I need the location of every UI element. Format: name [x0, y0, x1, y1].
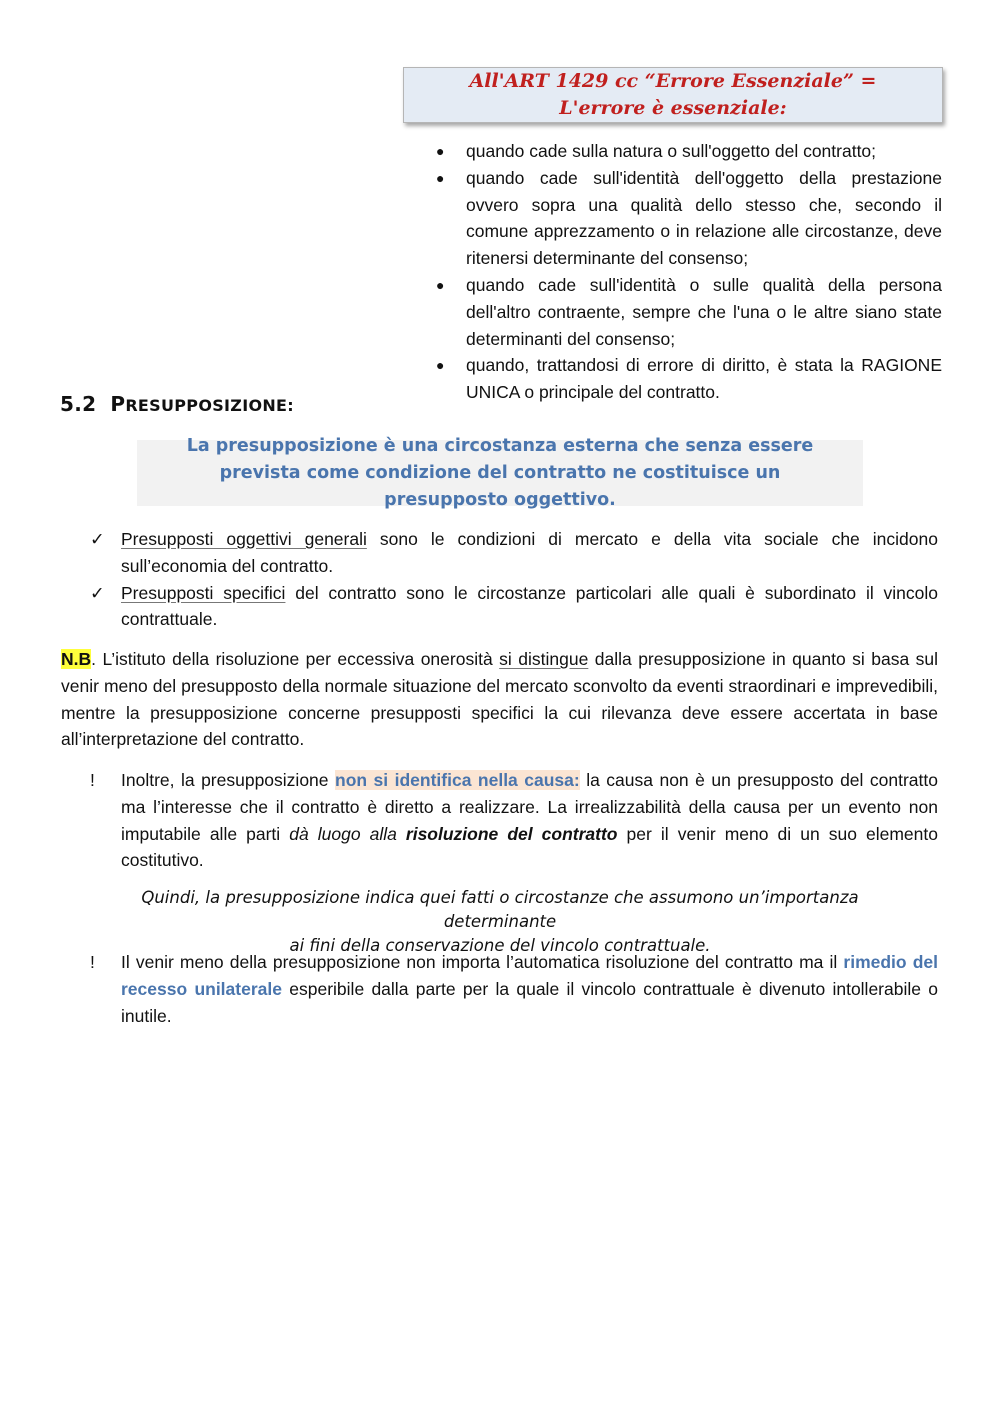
term: Presupposti oggettivi generali — [121, 529, 367, 549]
note-item — [90, 949, 938, 1029]
list-item — [90, 526, 938, 580]
nb-label: N.B — [61, 649, 92, 669]
article-callout-title: All'ART 1429 cc “Errore Essenziale” = L'errore è essenziale: — [469, 70, 877, 119]
term-description: del contratto sono le circostanze particolari alle quali è subordinato il vincolo contrattuale. — [121, 582, 938, 630]
bullet-icon: ● — [436, 143, 445, 159]
note-italic: dà luogo alla — [289, 823, 406, 844]
section-number: 5.2 — [60, 392, 97, 416]
note-text — [121, 949, 938, 1029]
section-title-initial: P — [110, 392, 126, 416]
list-item-text: quando, trattandosi di errore di diritto, è stata la RAGIONE UNICA o principale del contratto. — [466, 355, 942, 403]
list-item — [436, 272, 942, 352]
note-item — [90, 767, 938, 874]
checkmark-icon: ✓ — [90, 582, 105, 603]
note-text-part1: Il venir meno della presupposizione non importa l’automatica risoluzione del contratto ma il — [121, 952, 844, 972]
list-item-text: quando cade sull'identità dell'oggetto della prestazione ovvero sopra una qualità dello stesso che, secondo il comune apprezzamento o in relazione alle circostanze, deve ritenersi determinante del consenso; — [466, 167, 942, 269]
list-item — [90, 580, 938, 634]
list-item-text — [121, 580, 938, 634]
error-cases-list — [436, 138, 942, 406]
nb-text-part2: dalla presupposizione in quanto si basa sul venir meno del presupposto della normale situazione del mercato sconvolto da eventi straordinari e imprevedibili, mentre la presupposizione concerne presupposti specifici la cui rilevanza deve essere accertata in base all’interpretazione del contratto. — [61, 649, 938, 750]
note-highlight: rimedio del recesso unilaterale — [121, 952, 938, 999]
list-item-text: quando cade sulla natura o sull'oggetto del contratto; — [466, 141, 877, 161]
nb-text-part1: . L’istituto della risoluzione per eccessiva onerosità — [91, 649, 500, 669]
list-item — [436, 165, 942, 272]
note-text-part1: Inoltre, la presupposizione — [121, 770, 335, 790]
note-text-part3: per il venir meno di un suo elemento costitutivo. — [121, 823, 938, 871]
list-item — [436, 138, 942, 165]
note-highlight: non si identifica nella causa: — [335, 770, 580, 790]
note-bold-italic: risoluzione del contratto — [405, 823, 618, 844]
term-description: sono le condizioni di mercato e della vita sociale che incidono sull’economia del contratto. — [121, 529, 938, 576]
definition-text: La presupposizione è una circostanza esterna che senza essere prevista come condizione del contratto ne costituisce un presupposto oggettivo. — [186, 435, 814, 510]
note-text-part2: la causa non è un presupposto del contratto ma l’interesse che il contratto è diretto a realizzare. La irrealizzabilità della causa per un evento non imputabile alle parti — [121, 770, 938, 844]
nb-underlined: si distingue — [499, 649, 589, 669]
quote-line: ai fini della conservazione del vincolo contrattuale. — [289, 936, 711, 955]
list-item — [436, 352, 942, 406]
bullet-icon: ● — [436, 276, 445, 293]
bullet-icon: ● — [436, 357, 445, 374]
list-item-text: quando cade sull'identità o sulle qualità della persona dell'altro contraente, sempre che l'una o le altre siano state determinanti del consenso; — [466, 274, 942, 349]
quote-line: Quindi, la presupposizione indica quei fatti o circostanze che assumono un’importanza determinante — [141, 888, 859, 931]
note-text-part2: esperibile dalla parte per la quale il vincolo contrattuale è divenuto intollerabile o inutile. — [121, 978, 938, 1026]
article-callout-box — [403, 67, 943, 123]
nb-paragraph — [61, 646, 938, 753]
term: Presupposti specifici — [121, 582, 286, 603]
section-title-rest: RESUPPOSIZIONE: — [125, 396, 294, 415]
list-item-text — [121, 526, 938, 580]
note-text — [121, 767, 938, 874]
section-heading — [60, 392, 294, 416]
bullet-icon: ● — [436, 169, 445, 186]
definition-box — [137, 435, 863, 510]
exclamation-icon: ! — [90, 952, 95, 972]
checkmark-icon: ✓ — [90, 529, 105, 549]
quote-block — [100, 886, 900, 958]
exclamation-icon: ! — [90, 770, 95, 790]
presuppositions-checklist — [90, 526, 938, 633]
